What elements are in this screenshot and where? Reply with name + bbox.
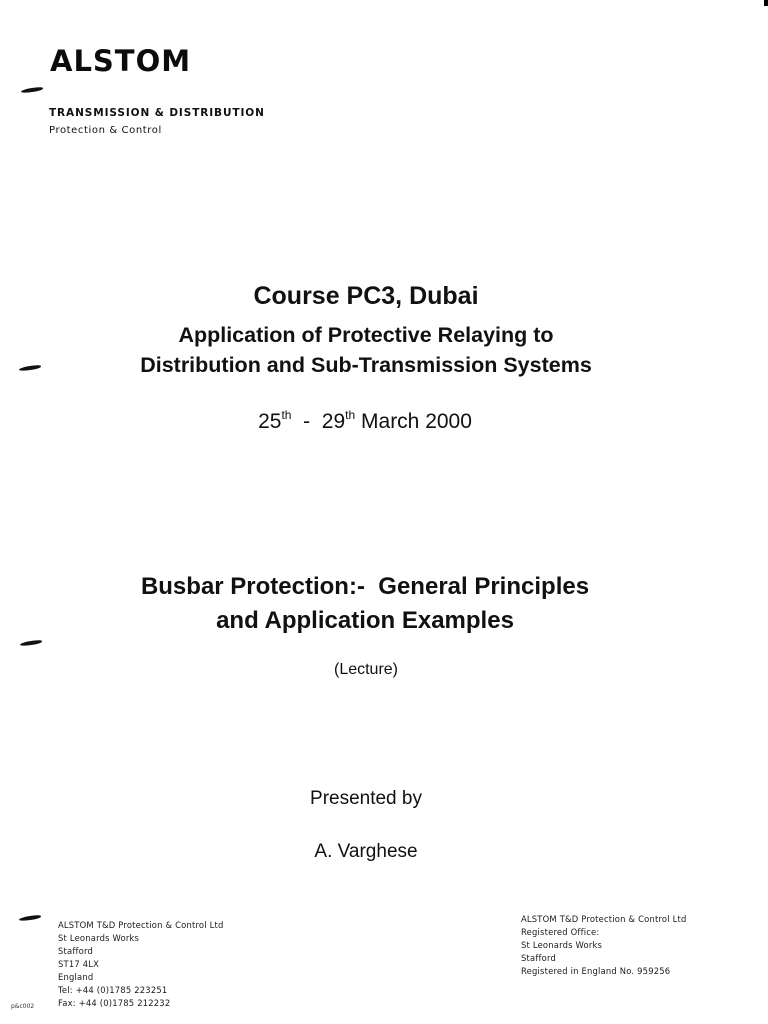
alstom-logo: ALSTOM — [50, 44, 192, 78]
course-subtitle — [0, 320, 750, 380]
punch-hole-mark — [20, 639, 42, 646]
address-line: ALSTOM T&D Protection & Control Ltd — [58, 920, 224, 930]
lecture-title-line-1: Busbar Protection:- General Principles — [140, 573, 590, 600]
scan-edge-mark — [764, 0, 768, 6]
address-line: England — [58, 972, 94, 982]
subdivision-name: Protection & Control — [49, 125, 162, 136]
company-address — [58, 919, 224, 1010]
registration-number: Registered in England No. 959256 — [521, 966, 671, 976]
address-line: St Leonards Works — [58, 933, 140, 943]
punch-hole-mark — [21, 86, 43, 93]
date-separator: - — [303, 410, 311, 433]
registered-office — [521, 913, 687, 978]
date-start: 25 — [258, 410, 282, 433]
document-code: p&c002 — [11, 1003, 35, 1010]
date-end-suffix: th — [345, 408, 356, 422]
address-line: Stafford — [58, 946, 93, 956]
division-name: TRANSMISSION & DISTRIBUTION — [49, 107, 265, 119]
date-month-year: March 2000 — [361, 410, 472, 433]
address-line: ST17 4LX — [58, 959, 100, 969]
lecture-type: (Lecture) — [333, 661, 399, 678]
punch-hole-mark — [19, 914, 41, 921]
presenter-name: A. Varghese — [314, 841, 418, 862]
course-title: Course PC3, Dubai — [253, 282, 479, 310]
registered-line: Stafford — [521, 953, 556, 963]
telephone-line: Tel: +44 (0)1785 223251 — [58, 985, 168, 995]
registered-line: Registered Office: — [521, 927, 600, 937]
fax-line: Fax: +44 (0)1785 212232 — [58, 998, 171, 1008]
course-dates — [0, 410, 749, 434]
course-subtitle-line-2: Distribution and Sub-Transmission Systems — [140, 353, 592, 377]
lecture-title-line-2: and Application Examples — [216, 607, 514, 634]
presented-by-label: Presented by — [310, 788, 422, 809]
registered-line: ALSTOM T&D Protection & Control Ltd — [521, 914, 687, 924]
date-end: 29 — [321, 410, 346, 433]
course-subtitle-line-1: Application of Protective Relaying to — [178, 323, 554, 347]
date-start-suffix: th — [281, 408, 292, 422]
lecture-title — [0, 570, 749, 638]
registered-line: St Leonards Works — [521, 940, 603, 950]
